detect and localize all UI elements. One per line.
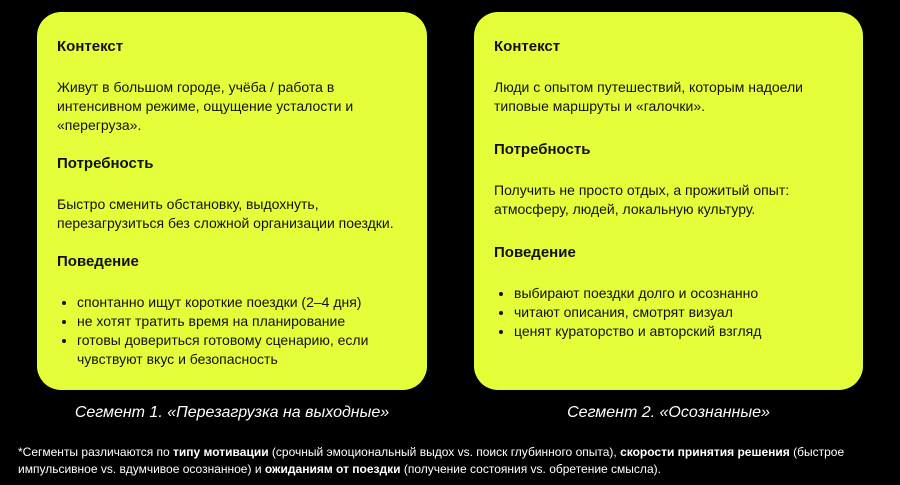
list-item: • не хотят тратить время на планирование [77, 312, 407, 331]
list-item: • ценят кураторство и авторский взгляд [514, 322, 843, 341]
need-text: Получить не просто отдых, а прожитый опыт: атмосферу, людей, локальную культуру. [494, 182, 790, 217]
behavior-heading: Поведение [57, 253, 139, 270]
list-item: • выбирают поездки долго и осознанно [514, 284, 843, 303]
segment-caption-1: Сегмент 1. «Перезагрузка на выходные» [74, 404, 390, 421]
list-item: • готовы довериться готовому сценарию, если чувствуют вкус и безопасность [77, 331, 407, 369]
segment-card-1 [37, 12, 427, 390]
list-item: • спонтанно ищут короткие поездки (2–4 дня) [77, 293, 407, 312]
footnote-bold: скорости принятия решения [620, 445, 790, 459]
segment-card-2 [474, 12, 863, 390]
list-item: • читают описания, смотрят визуал [514, 303, 843, 322]
footnote-text: (получение состояния vs. обретение смысла). [400, 462, 661, 476]
footnote-text: (быстрое импульсивное vs. вдумчивое осознанное) и [18, 445, 845, 476]
need-heading: Потребность [57, 155, 154, 172]
context-heading: Контекст [57, 38, 124, 55]
context-heading: Контекст [494, 38, 561, 55]
footnote-bold: типу мотивации [173, 445, 269, 459]
behavior-heading: Поведение [494, 244, 576, 261]
context-text: Живут в большом городе, учёба / работа в интенсивном режиме, ощущение усталости и «перегруза». [57, 79, 354, 133]
need-text: Быстро сменить обстановку, выдохнуть, перезагрузиться без сложной организации поездки. [57, 196, 394, 231]
footnote-bold: ожиданиям от поездки [264, 462, 401, 476]
footnote-text: *Сегменты различаются по [18, 445, 174, 459]
behavior-list [57, 293, 407, 369]
context-text: Люди с опытом путешествий, которым надоели типовые маршруты и «галочки». [494, 79, 803, 114]
segment-caption-2: Сегмент 2. «Осознанные» [567, 404, 770, 421]
footnote [18, 444, 888, 478]
footnote-text: (срочный эмоциональный выдох vs. поиск глубинного опыта), [268, 445, 621, 459]
need-heading: Потребность [494, 141, 591, 158]
behavior-list [494, 284, 843, 341]
